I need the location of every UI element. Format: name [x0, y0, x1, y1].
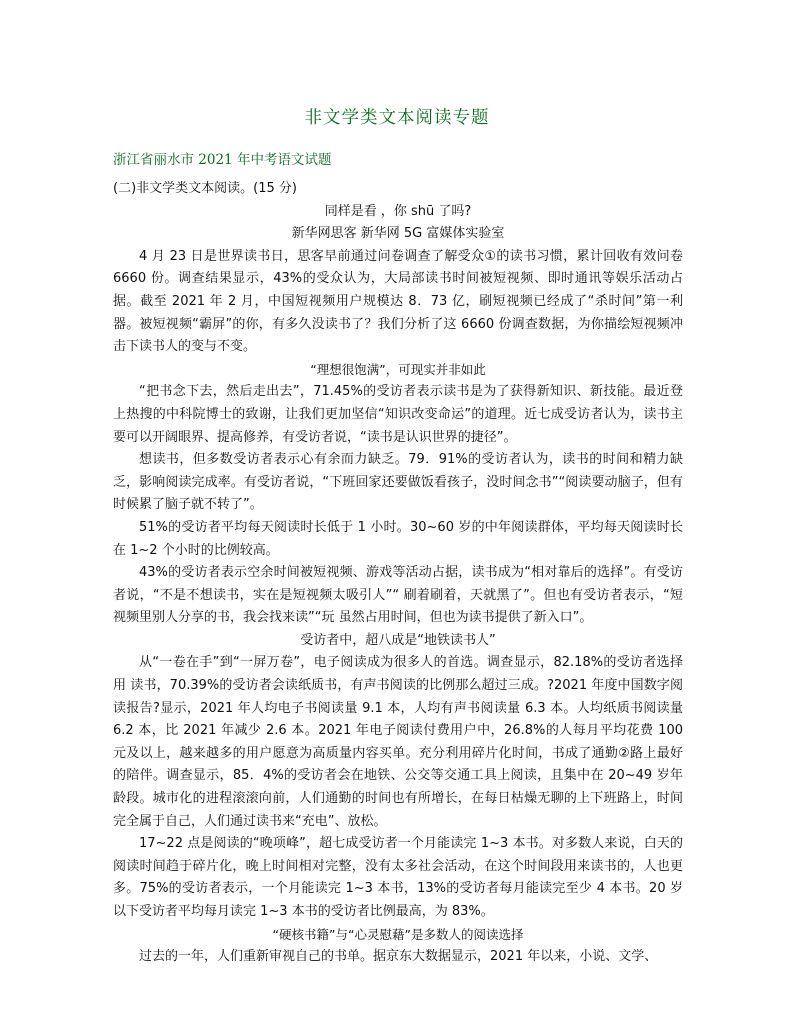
- document-title: 非文学类文本阅读专题: [304, 108, 490, 128]
- paragraph-5: 43%的受访者表示空余时间被短视频、游戏等活动占据，读书成为“相对靠后的选择”。有受访者说，“不是不想读书，实在是短视频太吸引人”“ 刷着刷着，天就黑了”。但也有受访者表示，“短视频里别人分享的书，我会找来读”“玩 虽然占用时间，但也为读书提供了新入口”。: [113, 565, 683, 626]
- paragraph-6: 从“一卷在手”到“一屏万卷”，电子阅读成为很多人的首选。调查显示，82.18%的受访者选择用 读书，70.39%的受访者会读纸质书，有声书阅读的比例那么超过三成。?2021 年度中国数字阅读报告?显示，2021 年人均电子书阅读量 9.1 本，人均有声书阅读量 6.3 本。人均纸质书阅读量 6.2 本，比 2021 年减少 2.6 本。2021 年电子阅读付费用户中，26.8%的人每月平均花费 100 元及以上，越来越多的用户愿意为高质量内容买单。充分利用碎片化时间，书成了通勤②路上最好的陪伴。调查显示，85．4%的受访者会在地铁、公交等交通工具上阅读，且集中在 20~49 岁年龄段。城市化的进程滚滚向前，人们通勤的时间也有所增长，在每日枯燥无聊的上下班路上，时间完全属于自己，人们通过读书来“充电”、放松。: [113, 655, 683, 829]
- paragraph-3: 想读书，但多数受访者表示心有余而力缺乏。79．91%的受访者认为，读书的时间和精力缺乏，影响阅读完成率。有受访者说，“下班回家还要做饭看孩子，没时间念书”“阅读要动脑子，但有时候累了脑子就不转了”。: [113, 452, 683, 513]
- subheading-2: 受访者中，超八成是“地铁读书人”: [300, 632, 496, 648]
- article-byline: 新华网思客 新华网 5G 富媒体实验室: [291, 226, 505, 242]
- article-title: 同样是看 ，你 shū 了吗?: [324, 203, 472, 219]
- article-body: [113, 178, 683, 969]
- paragraph-7: 17~22 点是阅读的“晚项峰”，超七成受访者一个月能读完 1~3 本书。对多数人来说，白天的阅读时间趋于碎片化，晚上时间相对完整，没有太多社会活动，在这个时间段用来读书的，人也更多。75%的受访者表示，一个月能读完 1~3 本书，13%的受访者每月能读完至少 4 本书。20 岁以下受访者平均每月读完 1~3 本书的受访者比例最高，为 83%。: [113, 836, 683, 919]
- subheading-3: “硬核书籍”与“心灵慰藉”是多数人的阅读选择: [272, 926, 524, 942]
- exam-source: 浙江省丽水市 2021 年中考语文试题: [113, 152, 332, 168]
- subheading-1: “理想很饱满”，可现实并非如此: [310, 361, 486, 377]
- section-heading: (二)非文学类文本阅读。(15 分): [113, 181, 297, 196]
- paragraph-1: 4 月 23 日是世界读书日，思客早前通过问卷调查了解受众①的读书习惯，累计回收有效问卷 6660 份。调查结果显示，43%的受众认为，大局部读书时间被短视频、即时通讯等娱乐活动占据。截至 2021 年 2 月，中国短视频用户规模达 8．73 亿，刷短视频已经成了“杀时间”第一利器。被短视频“霸屏”的你，有多久没读书了？我们分析了这 6660 份调查数据，为你描绘短视频冲击下读书人的变与不变。: [113, 248, 683, 355]
- paragraph-2: “把书念下去，然后走出去”，71.45%的受访者表示读书是为了获得新知识、新技能。最近登上热搜的中科院博士的致谢，让我们更加坚信“知识改变命运”的道理。近七成受访者认为，读书主要可以开阔眼界、提高修养，有受访者说，“读书是认识世界的捷径”。: [113, 384, 683, 445]
- paragraph-4: 51%的受访者平均每天阅读时长低于 1 小时。30~60 岁的中年阅读群体，平均每天阅读时长在 1~2 个小时的比例较高。: [113, 519, 683, 558]
- paragraph-8: 过去的一年，人们重新审视自己的书单。据京东大数据显示，2021 年以来，小说、文学、: [139, 949, 658, 965]
